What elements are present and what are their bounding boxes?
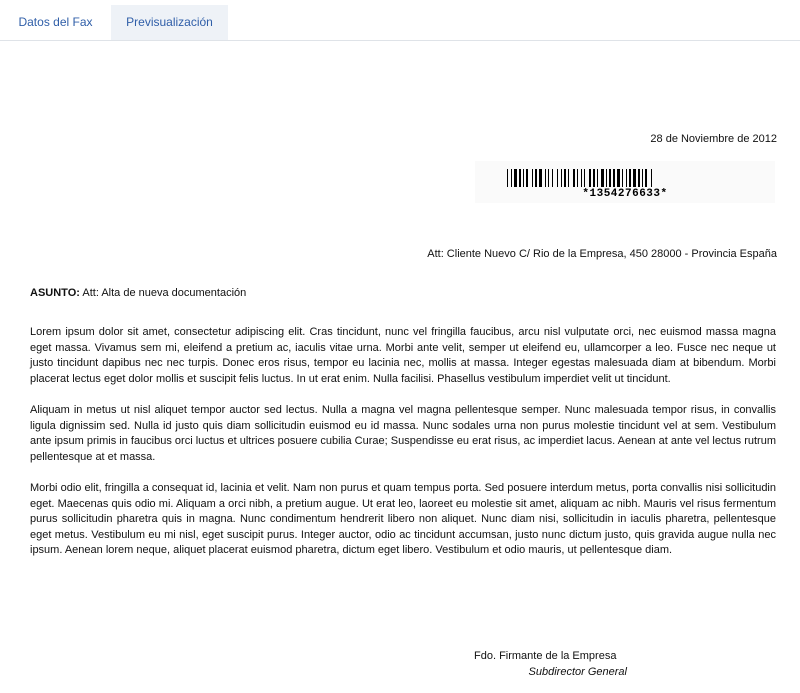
barcode-bar [589,169,591,187]
barcode-bar [514,169,517,187]
barcode-bar [617,169,620,187]
body-paragraph: Lorem ipsum dolor sit amet, consectetur adipiscing elit. Cras tincidunt, nunc vel fringilla faucibus, arcu nisl vulputate orci, nec euismod massa magna eget massa. Vivamus sem mi, eleifend a pretium ac, iaculis vitae urna. Morbi ante velit, semper ut eleifend eu, ullamcorper a leo. Fusce nec neque ut justo tincidunt dapibus nec nec turpis. Donec eros risus, tempor eu lacinia nec, mollis at massa. Integer egestas malesuada diam at bibendum. Morbi placerat lectus eget dolor mollis et suscipit felis luctus. In ut erat enim. Nulla facilisi. Phasellus vestibulum imperdiet velit ut tincidunt. [30,326,776,385]
barcode-bar [557,169,558,187]
subject-line [30,287,246,299]
barcode [475,161,775,203]
fax-preview-document [0,41,800,693]
barcode-bar [645,169,647,187]
barcode-bar [568,169,569,187]
barcode-bar [642,169,643,187]
barcode-bar [626,169,627,187]
barcode-bar [609,169,611,187]
barcode-bar [539,169,542,187]
attention-line: Att: Cliente Nuevo C/ Rio de la Empresa, 450 28000 - Provincia España [427,248,777,260]
barcode-bar [511,169,512,187]
barcode-bar [593,169,595,187]
barcode-bar [606,169,607,187]
tab-bar [0,0,800,41]
barcode-bar [584,169,585,187]
barcode-text: *1354276633* [582,188,668,200]
barcode-bars [507,169,747,187]
barcode-bar [601,169,604,187]
barcode-bar [526,169,528,187]
subject-label: ASUNTO: [30,287,80,299]
barcode-bar [552,169,553,187]
barcode-bar [564,169,566,187]
barcode-bar [545,169,546,187]
barcode-bar [532,169,533,187]
signer-name: Fdo. Firmante de la Empresa [474,650,617,662]
barcode-bar [581,169,582,187]
barcode-bar [597,169,598,187]
barcode-bar [638,169,640,187]
letter-date: 28 de Noviembre de 2012 [650,133,777,145]
tab-datos-del-fax[interactable]: Datos del Fax [18,15,93,29]
barcode-bar [613,169,615,187]
signature-block [474,648,634,680]
barcode-bar [507,169,508,187]
barcode-bar [548,169,549,187]
body-paragraph: Aliquam in metus ut nisl aliquet tempor auctor sed lectus. Nulla a magna vel magna pellentesque semper. Nunc malesuada tempor risus, in convallis ligula dignissim sed. Nulla id justo quis diam sollicitudin euismod eu id massa. Nunc sodales urna non purus molestie tincidunt vel at sem. Vestibulum ante ipsum primis in faucibus orci luctus et ultrices posuere cubilia Curae; Suspendisse eu erat risus, ac imperdiet lacus. Aenean at ante vel lectus rutrum pellentesque at et massa. [30,404,776,463]
barcode-bar [573,169,575,187]
subject-text: Att: Alta de nueva documentación [82,287,247,299]
body-paragraph: Morbi odio elit, fringilla a consequat id, lacinia et velit. Nam non purus et quam tempus porta. Sed posuere interdum metus, porta convallis nisi sollicitudin eget. Maecenas quis odio mi. Aliquam a orci nibh, a pretium augue. Ut erat leo, laoreet eu molestie sit amet, aliquam ac nibh. Mauris vel risus fermentum purus sollicitudin pharetra quis in magna. Nunc condimentum hendrerit libero non aliquet. Nunc diam nisi, sollicitudin in iaculis pharetra, pellentesque eget metus. Vestibulum eu mi nisl, eget suscipit purus. Integer auctor, odio ac tincidunt accumsan, justo nunc dictum justo, quis gravida augue nulla nec ipsum. Aenean lorem neque, aliquet placerat euismod pharetra, dictum eget libero. Vestibulum et odio mauris, ut pellentesque diam. [30,482,776,556]
barcode-bar [651,169,652,187]
tab-previsualizacion[interactable]: Previsualización [111,5,228,40]
barcode-bar [622,169,623,187]
barcode-bar [577,169,578,187]
signer-role: Subdirector General [528,666,627,678]
barcode-bar [629,169,631,187]
barcode-bar [561,169,562,187]
barcode-bar [519,169,521,187]
letter-body [30,325,776,575]
barcode-bar [633,169,636,187]
barcode-bar [535,169,537,187]
barcode-bar [523,169,524,187]
